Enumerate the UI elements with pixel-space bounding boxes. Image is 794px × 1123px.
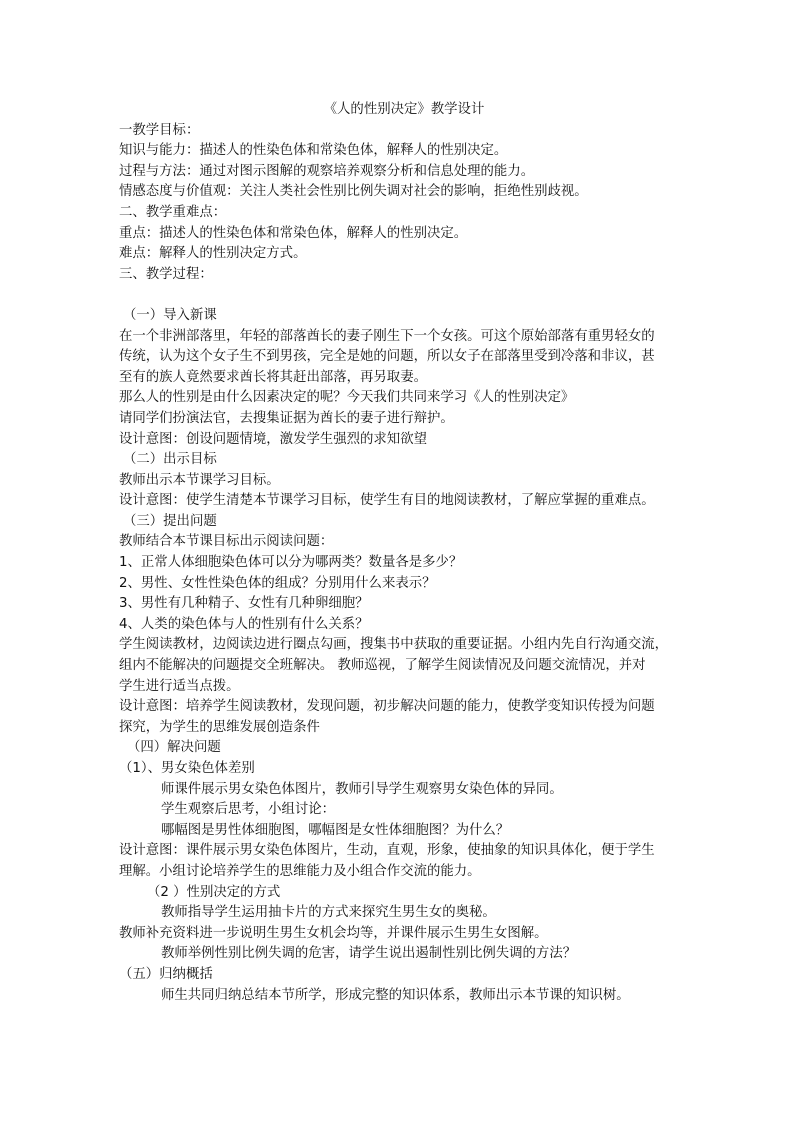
text-line: 知识与能力：描述人的性染色体和常染色体，解释人的性别决定。 <box>119 143 508 159</box>
text-line: 教师补充资料进一步说明生男生女机会均等，并课件展示生男生女图解。 <box>119 925 548 941</box>
text-line: 理解。小组讨论培养学生的思维能力及小组合作交流的能力。 <box>119 863 481 879</box>
question-item: 4、人类的染色体与人的性别有什么关系？ <box>119 616 369 632</box>
text-line: 设计意图：使学生清楚本节课学习目标，使学生有目的地阅读教材，了解应掌握的重难点。 <box>119 493 655 509</box>
question-item: 1、正常人体细胞染色体可以分为哪两类？数量各是多少？ <box>119 555 463 571</box>
subsection-heading: （五）归纳概括 <box>119 966 213 982</box>
text-line: 传统，认为这个女子生不到男孩，完全是她的问题，所以女子在部落里受到冷落和非议，甚 <box>119 349 655 365</box>
subsection-heading: （二）出示目标 <box>123 452 217 468</box>
question-item: 2、男性、女性性染色体的组成？分别用什么来表示？ <box>119 575 436 591</box>
text-line: 至有的族人竟然要求酋长将其赶出部落，再另取妻。 <box>119 369 427 385</box>
blank-line <box>119 285 689 306</box>
text-line: 师生共同归纳总结本节所学，形成完整的知识体系，教师出示本节课的知识树。 <box>161 987 630 1003</box>
text-line: 请同学们扮演法官，去搜集证据为酋长的妻子进行辩护。 <box>119 410 454 426</box>
subsection-heading: （一）导入新课 <box>123 307 217 323</box>
text-line: 设计意图：创设问题情境，激发学生强烈的求知欲望 <box>119 431 427 447</box>
text-line: 学生观察后思考，小组讨论： <box>161 802 336 818</box>
text-line: 在一个非洲部落里，年轻的部落酋长的妻子刚生下一个女孩。可这个原始部落有重男轻女的 <box>119 328 655 344</box>
text-line: 探究，为学生的思维发展创造条件 <box>119 719 320 735</box>
subsection-item: （1）、男女染色体差别 <box>119 761 255 776</box>
section-heading-objectives: 一教学目标： <box>119 122 200 138</box>
document-title: 《人的性别决定》教学设计 <box>323 102 485 117</box>
subsection-item: （2 ）性别决定的方式 <box>147 884 281 900</box>
text-line: 组内不能解决的问题提交全班解决。 教师巡视，了解学生阅读情况及问题交流情况，并对 <box>119 658 646 674</box>
subsection-heading: （三）提出问题 <box>123 513 217 529</box>
question-item: 3、男性有几种精子、女性有几种卵细胞？ <box>119 596 369 612</box>
document-body <box>119 100 689 1006</box>
text-line: 那么人的性别是由什么因素决定的呢？今天我们共同来学习《人的性别决定》 <box>119 390 575 406</box>
text-line: 重点：描述人的性染色体和常染色体，解释人的性别决定。 <box>119 225 468 241</box>
section-heading-process: 三、教学过程： <box>119 266 213 282</box>
text-line: 哪幅图是男性体细胞图，哪幅图是女性体细胞图？为什么？ <box>161 822 510 838</box>
text-line: 情感态度与价值观：关注人类社会性别比例失调对社会的影响，拒绝性别歧视。 <box>119 184 588 200</box>
subsection-heading: （四）解决问题 <box>127 740 221 756</box>
text-line: 教师指导学生运用抽卡片的方式来探究生男生女的奥秘。 <box>161 905 496 921</box>
text-line: 设计意图：培养学生阅读教材，发现问题，初步解决问题的能力，使教学变知识传授为问题 <box>119 699 655 715</box>
text-line: 设计意图：课件展示男女染色体图片，生动，直观，形象，使抽象的知识具体化，便于学生 <box>119 843 655 859</box>
text-line: 难点：解释人的性别决定方式。 <box>119 246 307 262</box>
text-line: 学生进行适当点拨。 <box>119 678 240 694</box>
text-line: 过程与方法：通过对图示图解的观察培养观察分析和信息处理的能力。 <box>119 163 535 179</box>
text-line: 教师出示本节课学习目标。 <box>119 472 280 488</box>
section-heading-key-points: 二、教学重难点： <box>119 204 227 220</box>
text-line: 教师结合本节课目标出示阅读问题： <box>119 534 334 550</box>
text-line: 师课件展示男女染色体图片，教师引导学生观察男女染色体的异同。 <box>161 781 563 797</box>
text-line: 教师举例性别比例失调的危害，请学生说出遏制性别比例失调的方法？ <box>161 946 577 962</box>
text-line: 学生阅读教材，边阅读边进行圈点勾画，搜集书中获取的重要证据。小组内先自行沟通交流， <box>119 637 669 653</box>
